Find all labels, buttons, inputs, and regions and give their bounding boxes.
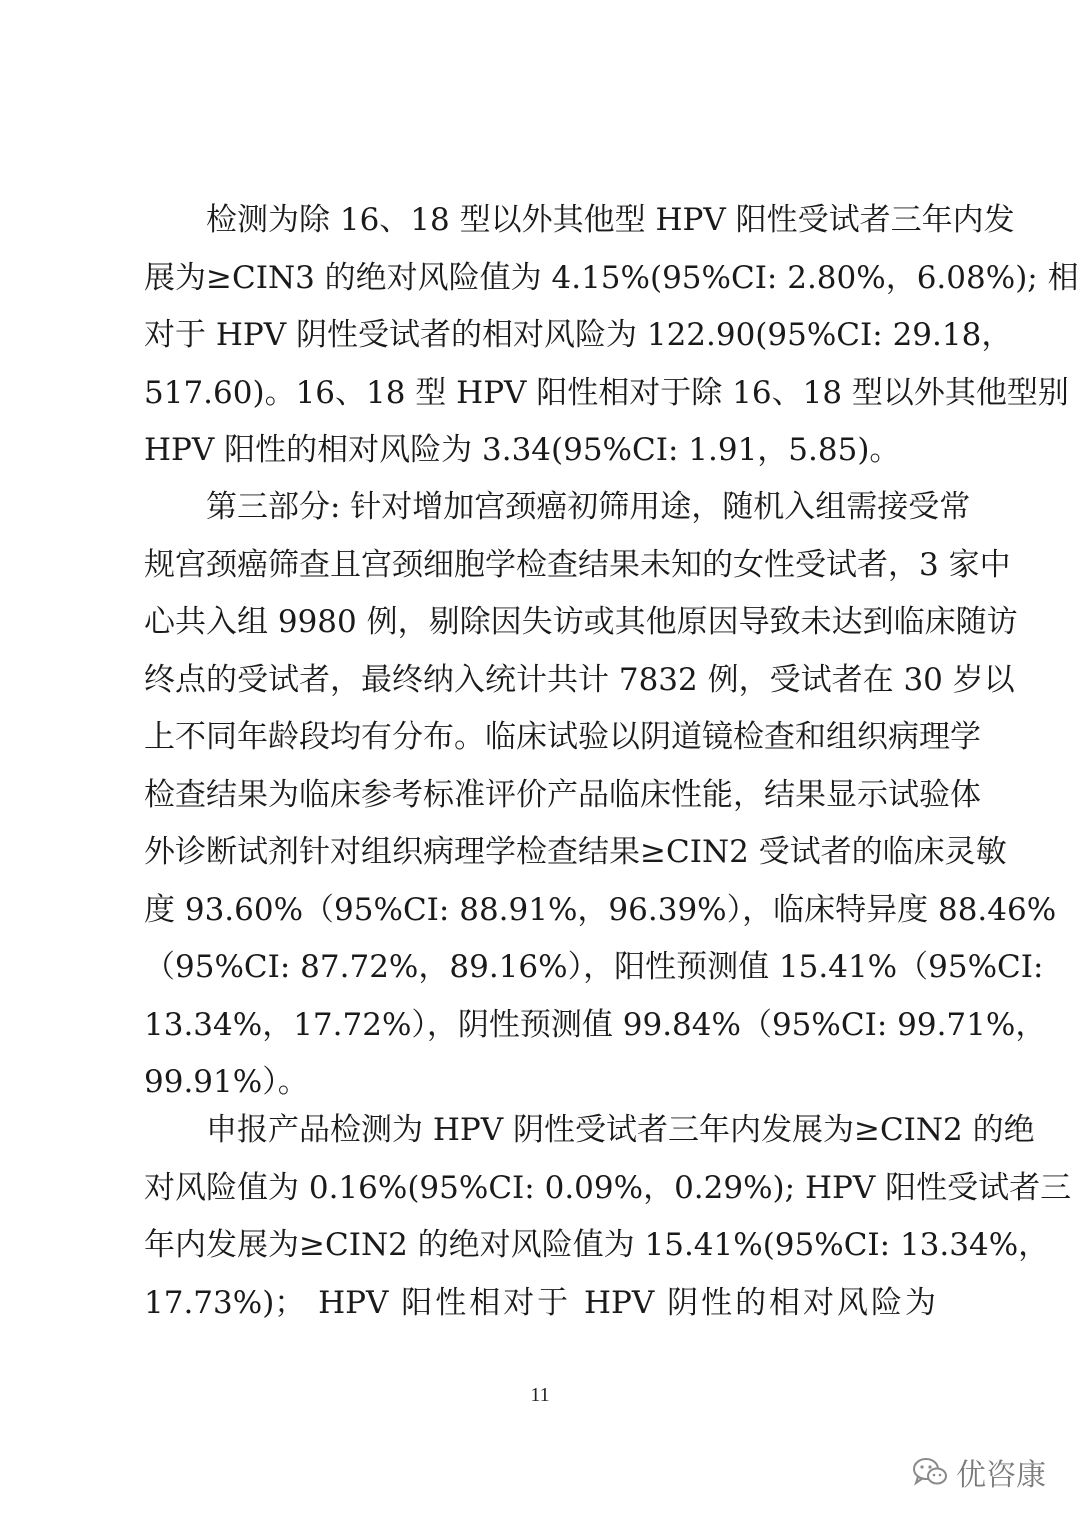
text-line: HPV 阳性的相对风险为 3.34(95%CI: 1.91，5.85)。 [144, 432, 901, 468]
watermark [912, 1450, 1046, 1494]
text-line: 517.60)。16、18 型 HPV 阳性相对于除 16、18 型以外其他型别 [144, 374, 1069, 411]
text-line: 展为≥CIN3 的绝对风险值为 4.15%(95%CI: 2.80%，6.08%); 相 [144, 259, 1079, 296]
wechat-icon [912, 1457, 948, 1487]
text-line: 上不同年龄段均有分布。临床试验以阴道镜检查和组织病理学 [144, 719, 981, 755]
text-line: （95%CI: 87.72%，89.16%），阳性预测值 15.41%（95%CI: [144, 949, 1044, 985]
paragraph-1 [144, 192, 1079, 480]
text-line: 对于 HPV 阴性受试者的相对风险为 122.90(95%CI: 29.18， [144, 317, 1013, 353]
text-line: 检查结果为临床参考标准评价产品临床性能，结果显示试验体 [144, 776, 981, 813]
text-line: 心共入组 9980 例，剔除因失访或其他原因导致未达到临床随访 [144, 604, 1018, 640]
text-line: 检测为除 16、18 型以外其他型 HPV 阳性受试者三年内发 [206, 202, 1015, 238]
text-line: 99.91%）。 [144, 1064, 309, 1100]
text-line: 13.34%，17.72%），阴性预测值 99.84%（95%CI: 99.71%， [144, 1006, 1047, 1043]
watermark-text: 优咨康 [956, 1458, 1046, 1493]
text-line: 对风险值为 0.16%(95%CI: 0.09%，0.29%); HPV 阳性受试者三 [144, 1169, 1072, 1206]
paragraph-3 [144, 1102, 1072, 1332]
text-line: 17.73%)； HPV 阳性相对于 HPV 阴性的相对风险为 [144, 1284, 936, 1321]
paragraph-2 [144, 479, 1057, 1112]
text-line: 度 93.60%（95%CI: 88.91%，96.39%），临床特异度 88.46% [144, 891, 1057, 928]
text-line: 年内发展为≥CIN2 的绝对风险值为 15.41%(95%CI: 13.34%， [144, 1227, 1050, 1263]
text-line: 第三部分: 针对增加宫颈癌初筛用途，随机入组需接受常 [206, 489, 971, 525]
page-number: 11 [530, 1384, 550, 1406]
text-line: 申报产品检测为 HPV 阴性受试者三年内发展为≥CIN2 的绝 [206, 1112, 1035, 1148]
text-line: 外诊断试剂针对组织病理学检查结果≥CIN2 受试者的临床灵敏 [144, 834, 1007, 870]
text-line: 终点的受试者，最终纳入统计共计 7832 例，受试者在 30 岁以 [144, 661, 1015, 698]
text-line: 规宫颈癌筛查且宫颈细胞学检查结果未知的女性受试者，3 家中 [144, 546, 1011, 583]
